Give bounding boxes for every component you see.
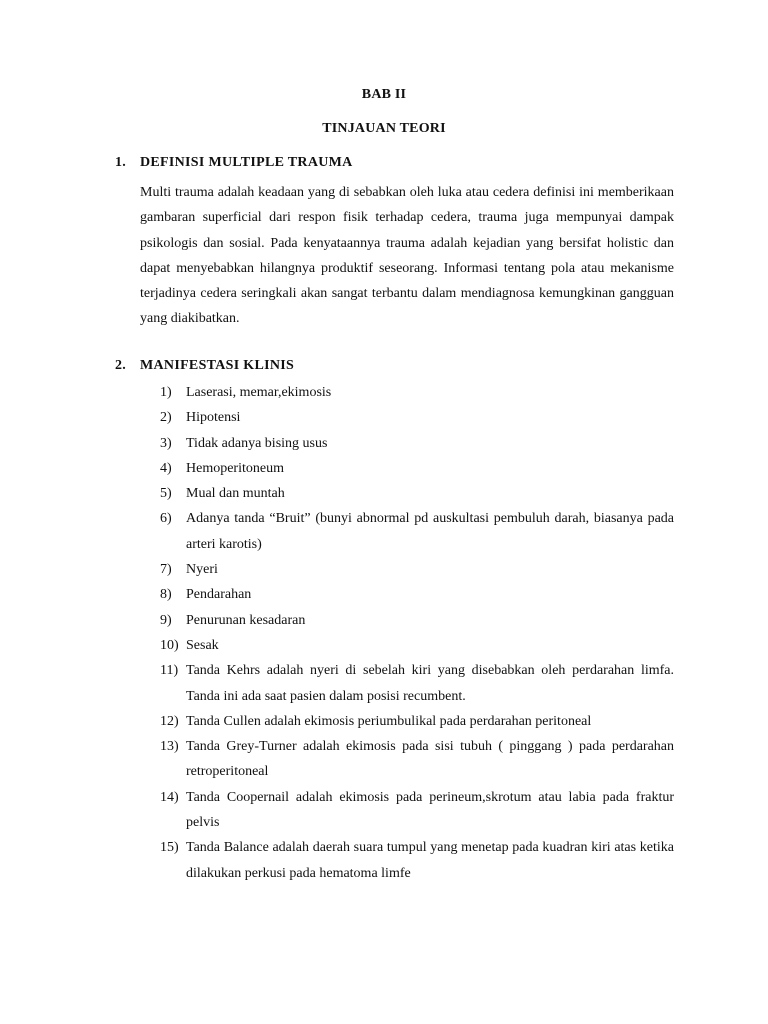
list-item — [140, 405, 674, 430]
list-marker: 13) — [160, 739, 179, 755]
list-item-text: Tanda Balance adalah daerah suara tumpul yang menetap pada kuadran kiri atas ketika dilakukan perkusi pada hematoma limfe — [186, 840, 674, 881]
list-marker: 15) — [160, 840, 179, 856]
list-item-text: Tanda Kehrs adalah nyeri di sebelah kiri yang disebabkan oleh perdarahan limfa. Tanda ini ada saat pasien dalam posisi recumbent. — [186, 663, 674, 704]
chapter-title: BAB II — [361, 87, 407, 102]
list-item-text: Tanda Grey-Turner adalah ekimosis pada sisi tubuh ( pinggang ) pada perdarahan retroperitoneal — [186, 739, 674, 780]
list-marker: 1) — [160, 385, 172, 400]
list-item-text: Adanya tanda “Bruit” (bunyi abnormal pd auskultasi pembuluh darah, biasanya pada arteri karotis) — [186, 511, 674, 552]
list-item — [140, 633, 674, 658]
list-item — [140, 608, 674, 633]
list-item-text: Mual dan muntah — [186, 486, 285, 502]
section-2-heading — [115, 358, 294, 374]
list-marker: 9) — [160, 612, 172, 628]
list-item-text: Nyeri — [186, 562, 218, 578]
section-1-title: DEFINISI MULTIPLE TRAUMA — [140, 155, 353, 170]
list-marker: 7) — [160, 562, 172, 578]
section-1-heading — [115, 155, 353, 171]
list-marker: 14) — [160, 789, 179, 805]
list-marker: 10) — [160, 637, 179, 653]
list-item — [140, 734, 674, 785]
section-1-paragraph: Multi trauma adalah keadaan yang di sebabkan oleh luka atau cedera definisi ini memberikaan gambaran superficial dari respon fisik terhadap cedera, trauma juga mempunyai dampak psikologis dan sosial. Pada kenyataannya trauma adalah kejadian yang bersifat holistic dan dapat menyebabkan hilangnya produktif seseorang. Informasi tentang pola atau mekanisme terjadinya cedera seringkali akan sangat terbantu dalam mendiagnosa kemungkinan gangguan yang diakibatkan. — [140, 185, 674, 327]
list-marker: 12) — [160, 713, 179, 729]
list-marker: 6) — [160, 511, 172, 527]
list-item — [140, 506, 674, 557]
list-item-text: Pendarahan — [186, 587, 252, 603]
list-item — [140, 709, 674, 734]
list-item — [140, 380, 674, 405]
list-item — [140, 431, 674, 456]
list-marker: 11) — [160, 663, 179, 679]
list-item — [140, 785, 674, 836]
list-item-text: Sesak — [186, 637, 219, 653]
chapter-subtitle: TINJAUAN TEORI — [322, 121, 446, 136]
list-marker: 2) — [160, 410, 172, 426]
section-2-title: MANIFESTASI KLINIS — [140, 358, 295, 373]
list-item — [140, 481, 674, 506]
list-item-text: Laserasi, memar,ekimosis — [186, 385, 332, 400]
list-item — [140, 658, 674, 709]
section-1-number: 1. — [115, 155, 127, 170]
clinical-manifestations-list — [140, 380, 674, 886]
list-item-text: Tanda Coopernail adalah ekimosis pada perineum,skrotum atau labia pada fraktur pelvis — [186, 789, 674, 831]
list-item-text: Tanda Cullen adalah ekimosis periumbulikal pada perdarahan peritoneal — [186, 713, 592, 729]
list-item-text: Tidak adanya bising usus — [186, 435, 328, 451]
list-item — [140, 582, 674, 607]
list-item-text: Penurunan kesadaran — [186, 612, 306, 628]
section-2-number: 2. — [115, 358, 127, 373]
list-item — [140, 456, 674, 481]
list-marker: 3) — [160, 435, 172, 451]
list-marker: 4) — [160, 460, 172, 476]
list-item — [140, 557, 674, 582]
list-item-text: Hemoperitoneum — [186, 460, 284, 476]
list-item-text: Hipotensi — [186, 410, 241, 426]
list-marker: 5) — [160, 486, 172, 502]
list-item — [140, 835, 674, 886]
list-marker: 8) — [160, 587, 172, 603]
